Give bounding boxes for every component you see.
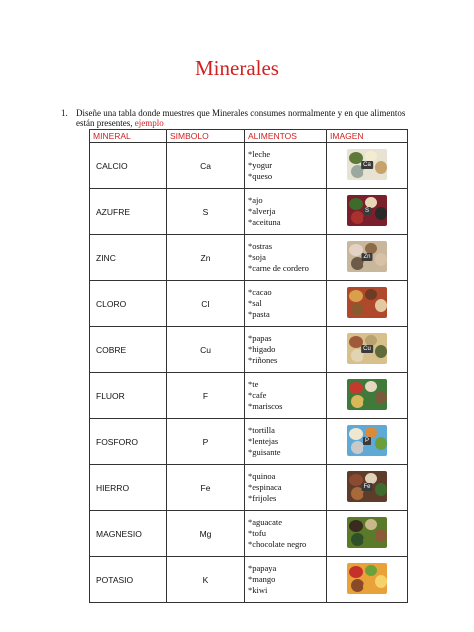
food-photo [347, 149, 387, 180]
food-shape [365, 565, 377, 576]
food-item: *aguacate [248, 517, 282, 527]
food-shape [363, 397, 374, 408]
table-row [90, 189, 408, 235]
table-row [90, 419, 408, 465]
food-item: *guisante [248, 447, 281, 457]
table-row [90, 327, 408, 373]
mineral-symbol: Zn [167, 235, 245, 281]
food-item: *queso [248, 171, 273, 181]
food-list [245, 557, 327, 603]
mineral-name: FLUOR [90, 373, 167, 419]
element-tag: Ca [363, 161, 371, 168]
image-cell [327, 327, 408, 373]
food-item: *leche [248, 149, 271, 159]
food-shape [363, 581, 374, 592]
food-item: *carne de cordero [248, 263, 309, 273]
food-photo [347, 471, 387, 502]
food-photo [347, 425, 387, 456]
instruction-paragraph [61, 108, 416, 128]
element-tag: S [364, 207, 370, 214]
list-number: 1. [61, 108, 68, 118]
page-title: Minerales [195, 56, 279, 80]
food-shape [365, 381, 377, 392]
food-list [245, 235, 327, 281]
table-row [90, 465, 408, 511]
food-item: *frijoles [248, 493, 277, 503]
food-shape [349, 520, 363, 532]
image-cell [327, 511, 408, 557]
instruction-text: Diseñe una tabla donde muestres que Minerales consumes normalmente y en que alimentos están presentes, [76, 108, 406, 128]
mineral-symbol: Cu [167, 327, 245, 373]
mineral-symbol: Ca [167, 143, 245, 189]
food-shape [349, 382, 363, 394]
food-photo [347, 241, 387, 272]
food-item: *cafe [248, 390, 267, 400]
food-item: *kiwi [248, 585, 268, 595]
food-shape [365, 289, 377, 300]
food-item: *ostras [248, 241, 273, 251]
mineral-name: FOSFORO [90, 419, 167, 465]
food-item: *lentejas [248, 436, 279, 446]
food-item: *cacao [248, 287, 272, 297]
image-cell [327, 465, 408, 511]
food-item: *mango [248, 574, 276, 584]
food-shape [349, 290, 363, 302]
food-shape [349, 198, 363, 210]
food-shape [375, 207, 387, 220]
table-row [90, 143, 408, 189]
table-row [90, 281, 408, 327]
mineral-symbol: S [167, 189, 245, 235]
food-item: *chocolate negro [248, 539, 307, 549]
food-item: *pasta [248, 309, 270, 319]
food-shape [363, 489, 374, 500]
mineral-name: HIERRO [90, 465, 167, 511]
food-shape [375, 391, 387, 404]
food-shape [375, 299, 387, 312]
mineral-name: MAGNESIO [90, 511, 167, 557]
image-cell [327, 143, 408, 189]
food-shape [349, 566, 363, 578]
food-shape [363, 535, 374, 546]
example-link: ejemplo [134, 118, 164, 128]
food-item: *sal [248, 298, 262, 308]
food-item: *aceituna [248, 217, 281, 227]
food-item: *mariscos [248, 401, 283, 411]
food-shape [363, 167, 374, 178]
element-tag: Zn [363, 253, 371, 260]
mineral-name: AZUFRE [90, 189, 167, 235]
food-photo [347, 517, 387, 548]
food-item: *tortilla [248, 425, 275, 435]
food-photo [347, 379, 387, 410]
food-item: *alverja [248, 206, 276, 216]
food-item: *yogur [248, 160, 273, 170]
food-item: *soja [248, 252, 266, 262]
food-shape [365, 519, 377, 530]
mineral-symbol: CI [167, 281, 245, 327]
element-tag: Fe [363, 483, 371, 490]
element-tag: Cu [363, 345, 371, 352]
food-shape [375, 253, 387, 266]
header-foods: ALIMENTOS [245, 130, 327, 143]
food-shape [363, 351, 374, 362]
table-row [90, 235, 408, 281]
image-cell [327, 419, 408, 465]
mineral-name: CALCIO [90, 143, 167, 189]
table-header-row [90, 130, 408, 143]
mineral-name: POTASIO [90, 557, 167, 603]
mineral-name: ZINC [90, 235, 167, 281]
food-photo [347, 287, 387, 318]
food-shape [363, 305, 374, 316]
mineral-symbol: Mg [167, 511, 245, 557]
food-item: *riñones [248, 355, 278, 365]
minerals-table [89, 129, 408, 603]
food-shape [363, 259, 374, 270]
image-cell [327, 235, 408, 281]
mineral-name: CLORO [90, 281, 167, 327]
header-image: IMAGEN [327, 130, 408, 143]
food-item: *tofu [248, 528, 266, 538]
food-photo [347, 333, 387, 364]
image-cell [327, 557, 408, 603]
mineral-symbol: K [167, 557, 245, 603]
food-list [245, 373, 327, 419]
food-item: *espinaca [248, 482, 282, 492]
food-shape [375, 483, 387, 496]
food-list [245, 511, 327, 557]
food-photo [347, 563, 387, 594]
food-item: *papas [248, 333, 272, 343]
food-list [245, 143, 327, 189]
table-row [90, 373, 408, 419]
header-symbol: SIMBOLO [167, 130, 245, 143]
food-item: *quinoa [248, 471, 276, 481]
food-item: *higado [248, 344, 276, 354]
food-photo [347, 195, 387, 226]
table-row [90, 511, 408, 557]
table-row [90, 557, 408, 603]
food-list [245, 465, 327, 511]
food-shape [375, 161, 387, 174]
food-item: *ajo [248, 195, 263, 205]
header-mineral: MINERAL [90, 130, 167, 143]
food-list [245, 189, 327, 235]
food-list [245, 327, 327, 373]
food-shape [349, 428, 363, 440]
food-shape [375, 575, 387, 588]
mineral-symbol: F [167, 373, 245, 419]
element-tag: P [364, 437, 370, 444]
food-shape [375, 437, 387, 450]
mineral-symbol: Fe [167, 465, 245, 511]
food-shape [363, 213, 374, 224]
food-item: *te [248, 379, 259, 389]
image-cell [327, 281, 408, 327]
mineral-name: COBRE [90, 327, 167, 373]
food-shape [375, 529, 387, 542]
food-shape [363, 443, 374, 454]
image-cell [327, 373, 408, 419]
food-list [245, 281, 327, 327]
food-item: *papaya [248, 563, 277, 573]
food-shape [375, 345, 387, 358]
mineral-symbol: P [167, 419, 245, 465]
image-cell [327, 189, 408, 235]
food-list [245, 419, 327, 465]
